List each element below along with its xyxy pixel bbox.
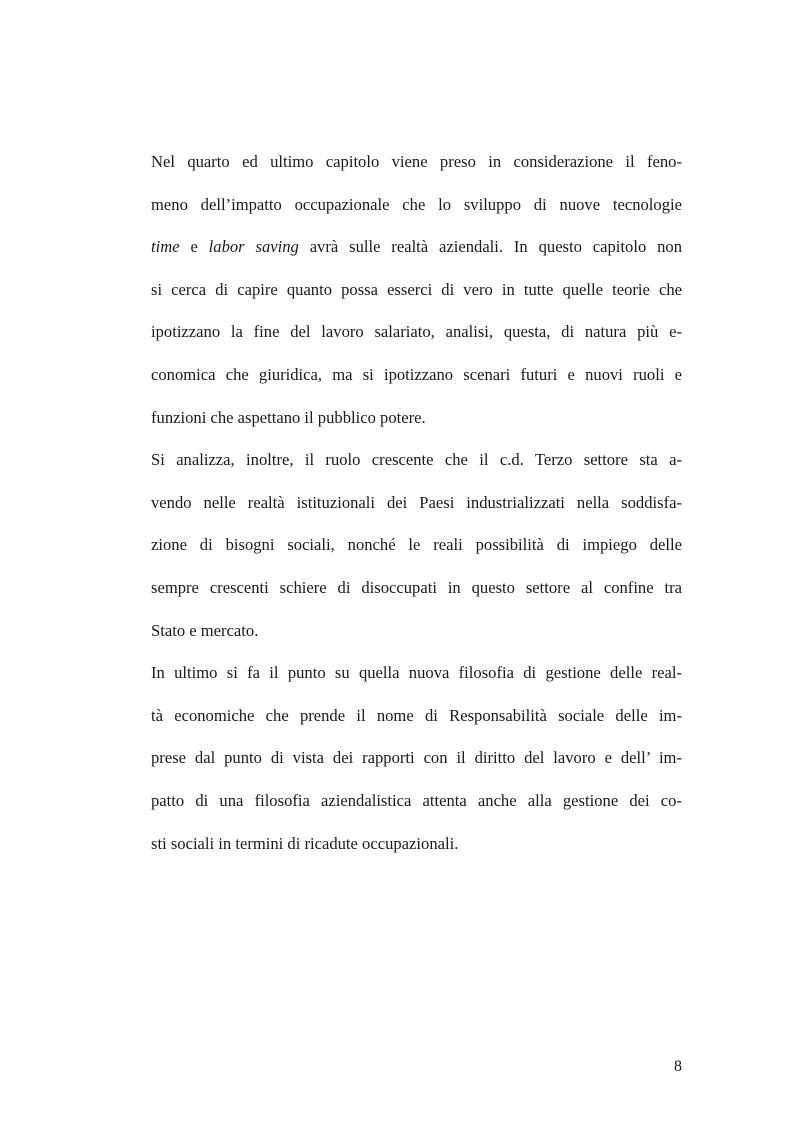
italic-term-time: time xyxy=(151,237,180,257)
text-line: sempre crescenti schiere di disoccupati in questo settore al confine tra xyxy=(151,577,682,597)
text-line: Nel quarto ed ultimo capitolo viene preso in considerazione il feno- xyxy=(151,152,682,171)
italic-term-labor-saving: labor saving xyxy=(208,237,299,257)
text-line xyxy=(151,230,682,273)
page-number: 8 xyxy=(674,1058,682,1075)
text-line: zione di bisogni sociali, nonché le reali possibilità di impiego delle xyxy=(151,535,682,555)
text-line: ipotizzano la fine del lavoro salariato, analisi, questa, di natura più e- xyxy=(151,322,682,342)
text-line: Si analizza, inoltre, il ruolo crescente che il c.d. Terzo settore sta a- xyxy=(151,450,682,470)
text-fragment: avrà sulle realtà aziendali. In questo capitolo non xyxy=(298,237,682,257)
text-line: meno dell’impatto occupazionale che lo sviluppo di nuove tecnologie xyxy=(151,194,682,214)
text-line: sti sociali in termini di ricadute occupazionali. xyxy=(151,833,459,853)
paragraph-1 xyxy=(151,145,682,443)
text-line: Stato e mercato. xyxy=(151,620,259,640)
text-line: conomica che giuridica, ma si ipotizzano scenari futuri e nuovi ruoli e xyxy=(151,364,682,384)
body-text xyxy=(151,145,682,869)
paragraph-3 xyxy=(151,656,682,869)
text-line: tà economiche che prende il nome di Responsabilità sociale delle im- xyxy=(151,705,682,725)
text-line: In ultimo si fa il punto su quella nuova filosofia di gestione delle real- xyxy=(151,663,682,683)
text-line: si cerca di capire quanto possa esserci di vero in tutte quelle teorie che xyxy=(151,279,682,299)
text-line: patto di una filosofia aziendalistica attenta anche alla gestione dei co- xyxy=(151,790,682,810)
text-line: funzioni che aspettano il pubblico potere. xyxy=(151,407,426,427)
paragraph-2 xyxy=(151,443,682,656)
text-fragment: e xyxy=(179,237,209,257)
text-line: vendo nelle realtà istituzionali dei Paesi industrializzati nella soddisfa- xyxy=(151,492,682,512)
text-line: prese dal punto di vista dei rapporti con il diritto del lavoro e dell’ im- xyxy=(151,748,682,768)
